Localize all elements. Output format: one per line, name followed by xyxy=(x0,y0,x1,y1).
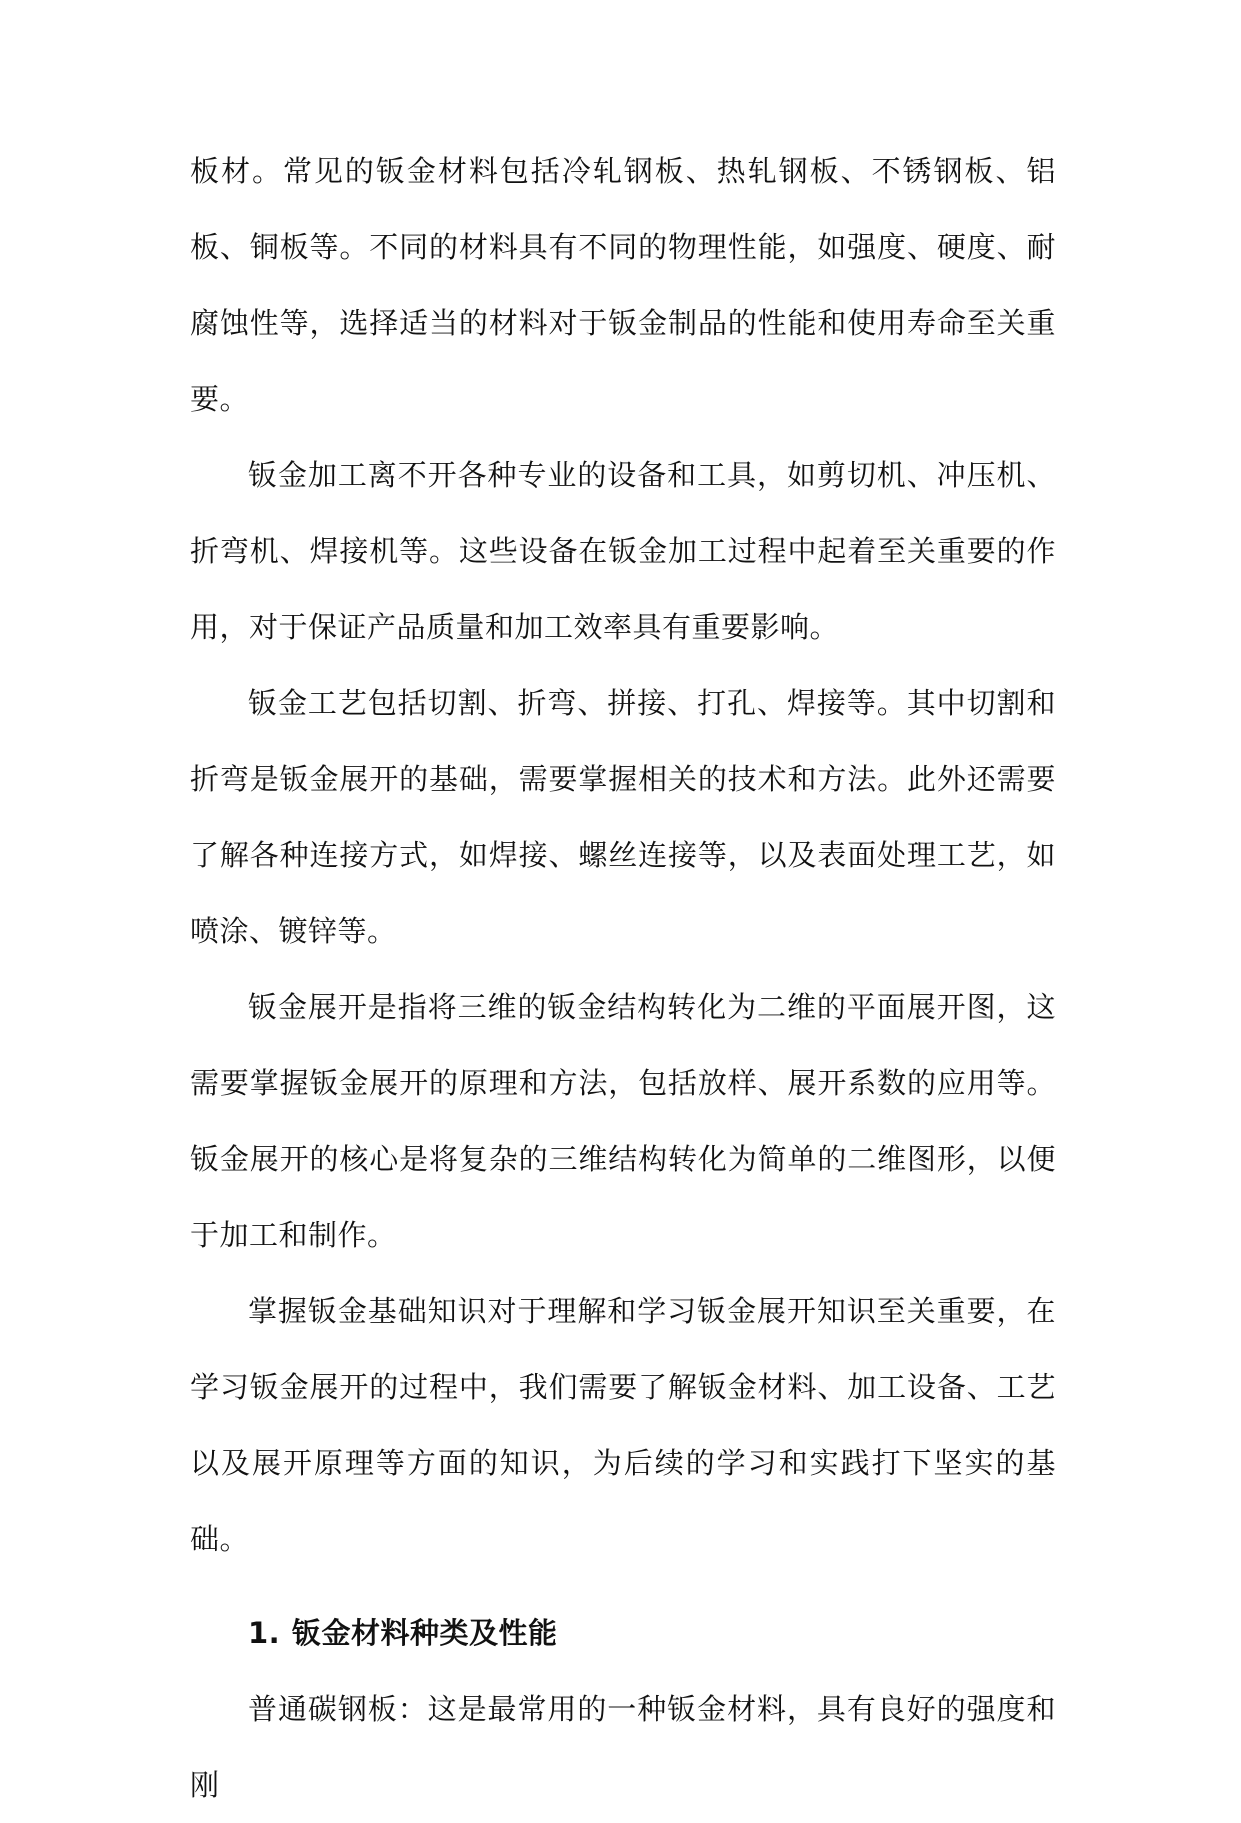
section-heading xyxy=(190,1595,1056,1671)
paragraph-continuation: 板材。常见的钣金材料包括冷轧钢板、热轧钢板、不锈钢板、铝板、铜板等。不同的材料具有不同的物理性能，如强度、硬度、耐腐蚀性等，选择适当的材料对于钣金制品的性能和使用寿命至关重要。 xyxy=(190,154,1056,416)
paragraph-unfolding: 钣金展开是指将三维的钣金结构转化为二维的平面展开图，这需要掌握钣金展开的原理和方法，包括放样、展开系数的应用等。钣金展开的核心是将复杂的三维结构转化为简单的二维图形，以便于加工和制作。 xyxy=(190,990,1056,1252)
paragraph-carbon-steel: 普通碳钢板：这是最常用的一种钣金材料，具有良好的强度和刚 xyxy=(190,1692,1056,1802)
paragraph-summary: 掌握钣金基础知识对于理解和学习钣金展开知识至关重要，在学习钣金展开的过程中，我们需要了解钣金材料、加工设备、工艺以及展开原理等方面的知识，为后续的学习和实践打下坚实的基础。 xyxy=(190,1294,1056,1556)
document-body xyxy=(190,133,1056,1823)
section-number: 1. xyxy=(248,1616,281,1650)
paragraph-equipment: 钣金加工离不开各种专业的设备和工具，如剪切机、冲压机、折弯机、焊接机等。这些设备在钣金加工过程中起着至关重要的作用，对于保证产品质量和加工效率具有重要影响。 xyxy=(190,458,1056,644)
section-title: 钣金材料种类及性能 xyxy=(292,1616,558,1650)
paragraph-process: 钣金工艺包括切割、折弯、拼接、打孔、焊接等。其中切割和折弯是钣金展开的基础，需要掌握相关的技术和方法。此外还需要了解各种连接方式，如焊接、螺丝连接等，以及表面处理工艺，如喷涂、镀锌等。 xyxy=(190,686,1056,948)
